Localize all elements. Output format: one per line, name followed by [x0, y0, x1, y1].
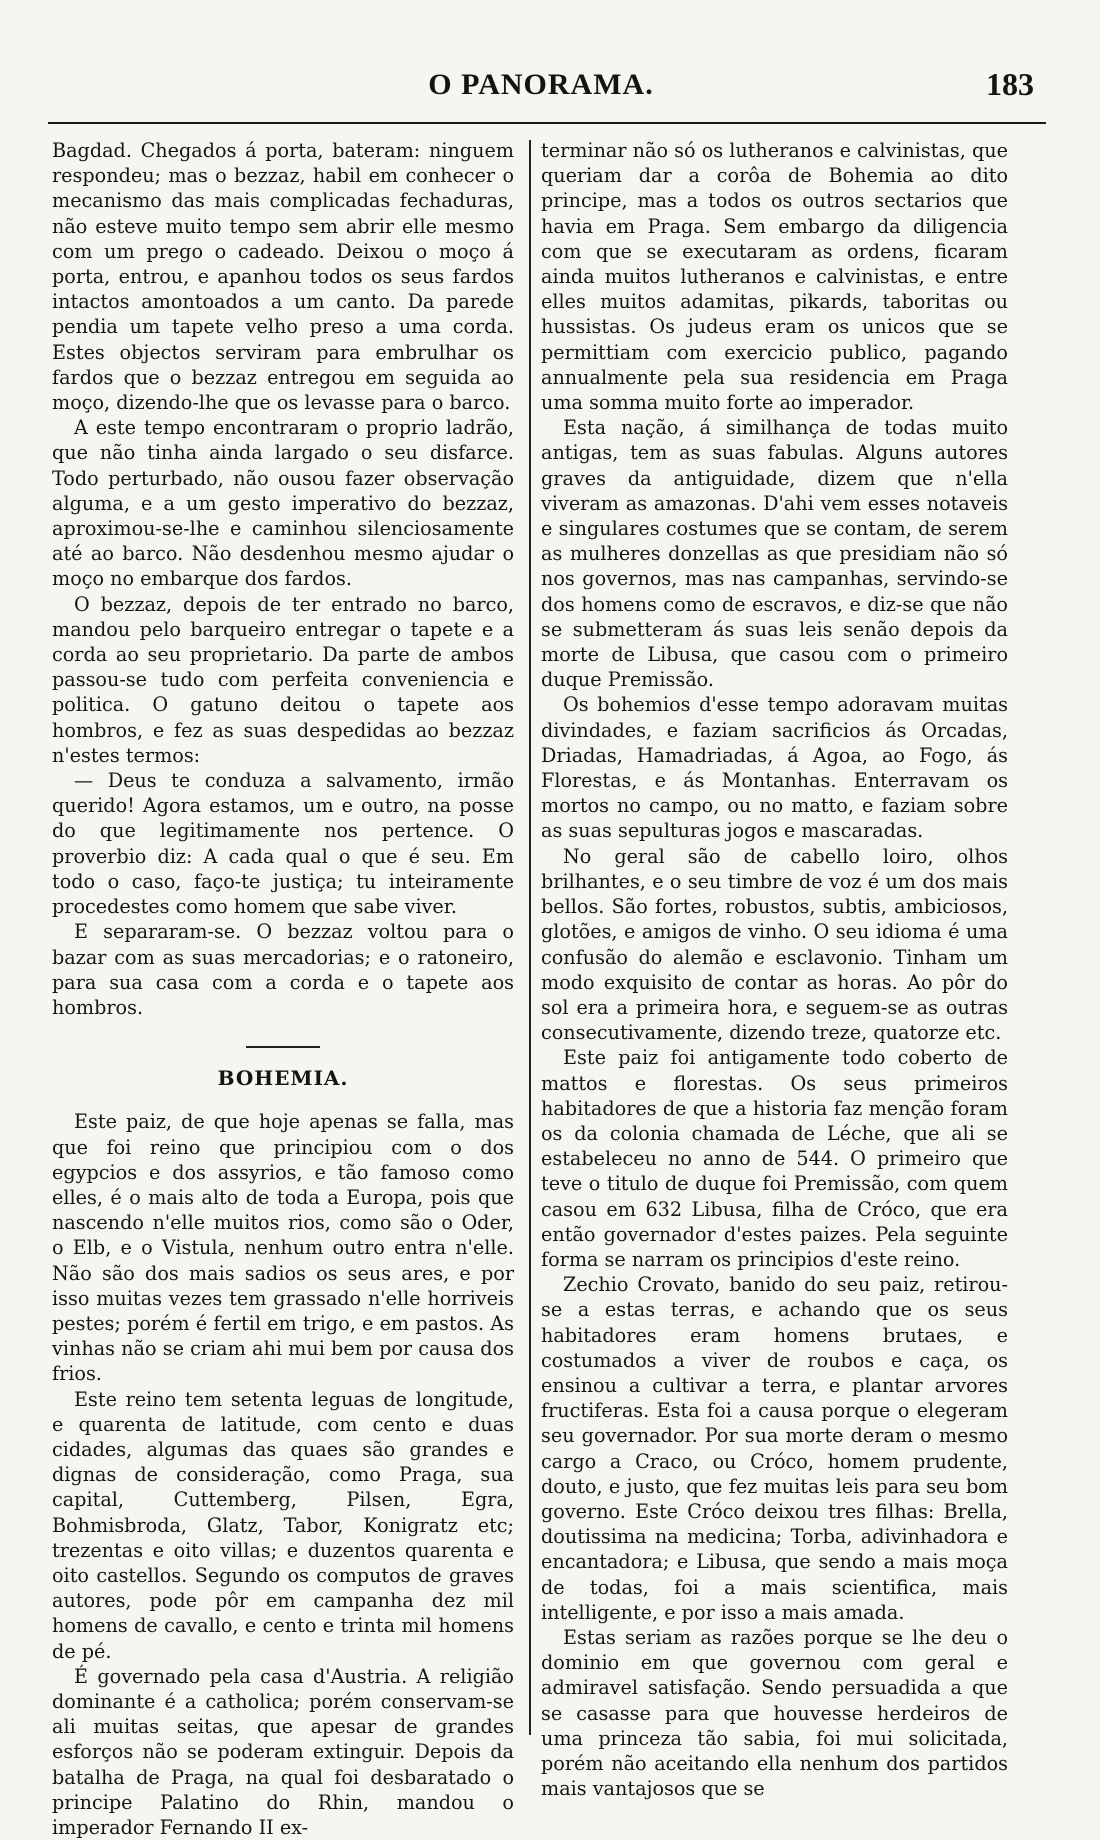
paragraph: A este tempo encontraram o proprio ladrão, que não tinha ainda largado o seu disfarce. Todo perturbado, não ousou fazer observação alguma, e a um gesto imperativo do bezzaz, aproximou-se-lhe e caminhou silenciosamente até ao barco. Não desdenhou mesmo ajudar o moço no embarque dos fardos.	[52, 416, 514, 591]
paragraph: E separaram-se. O bezzaz voltou para o bazar com as suas mercadorias; e o ratoneiro, para sua casa com a corda e o tapete aos hombros.	[52, 920, 514, 1019]
paragraph: terminar não só os lutheranos e calvinistas, que queriam dar a corôa de Bohemia ao dito principe, mas a todos os outros sectarios que havia em Praga. Sem embargo da diligencia com que se executaram as ordens, ficaram ainda muitos lutheranos e calvinistas, e entre elles muitos adamitas, pikards, taboritas ou hussistas. Os judeus eram os unicos que se permittiam com exercicio publico, pagando annualmente pela sua residencia em Praga uma somma muito forte ao imperador.	[541, 139, 1008, 415]
paragraph: Este reino tem setenta leguas de longitude, e quarenta de latitude, com cento e duas cidades, algumas das quaes são grandes e dignas de consideração, como Praga, sua capital, Cuttemberg, Pilsen, Egra, Bohmisbroda, Glatz, Tabor, Konigratz etc; trezentas e oito villas; e duzentos quarenta e oito castellos. Segundo os computos de graves autores, pode pôr em campanha dez mil homens de cavallo, e cento e trinta mil homens de pé.	[52, 1387, 514, 1663]
paragraph: Este paiz foi antigamente todo coberto de mattos e florestas. Os seus primeiros habitadores de que a historia faz menção foram os da colonia chamada de Léche, que ali se estabeleceu no anno de 544. O primeiro que teve o titulo de duque foi Premissão, com quem casou em 632 Libusa, filha de Cróco, que era então governador d'estes paizes. Pela seguinte forma se narram os principios d'este reino.	[541, 1046, 1008, 1271]
paragraph: Estas seriam as razões porque se lhe deu o dominio em que governou com geral e admiravel satisfação. Sendo persuadida a que se casasse para que houvesse herdeiros de uma princeza tão sabia, foi mui solicitada, porém não aceitando ella nenhum dos partidos mais vantajosos que se	[541, 1625, 1008, 1801]
paragraph: Zechio Crovato, banido do seu paiz, retirou-se a estas terras, e achando que os seus habitadores eram homens brutaes, e costumados a viver de roubos e caça, os ensinou a cultivar a terra, e plantar arvores fructiferas. Esta foi a causa porque o elegeram seu governador. Por sua morte deram o mesmo cargo a Craco, ou Cróco, homem prudente, douto, e justo, que fez muitas leis para seu bom governo. Este Cróco deixou tres filhas: Brella, doutissima na medicina; Torba, adivinhadora e encantadora; e Libusa, que sendo a mais moça de todas, foi a mais scientifica, mais intelligente, e por isso a mais amada.	[541, 1273, 1008, 1624]
right-column	[541, 138, 1008, 1801]
paragraph: Os bohemios d'esse tempo adoravam muitas divindades, e faziam sacrificios ás Orcadas, Driadas, Hamadriadas, á Agoa, ao Fogo, ás Florestas, e ás Montanhas. Enterravam os mortos no campo, ou no matto, e faziam sobre as suas sepulturas jogos e mascaradas.	[541, 693, 1008, 843]
paragraph: — Deus te conduza a salvamento, irmão querido! Agora estamos, um e outro, na posse do que legitimamente nos pertence. O proverbio diz: A cada qual o que é seu. Em todo o caso, faço-te justiça; tu inteiramente procedestes como homem que sabe viver.	[52, 769, 514, 919]
paragraph: Bagdad. Chegados á porta, bateram: ninguem respondeu; mas o bezzaz, habil em conhecer o mecanismo das mais complicadas fechaduras, não esteve muito tempo sem abrir elle mesmo com um prego o cadeado. Deixou o moço á porta, entrou, e apanhou todos os seus fardos intactos amontoados a um canto. Da parede pendia um tapete velho preso a uma corda. Estes objectos serviram para embrulhar os fardos que o bezzaz entregou em seguida ao moço, dizendo-lhe que os levasse para o barco.	[52, 139, 514, 415]
paragraph: É governado pela casa d'Austria. A religião dominante é a catholica; porém conservam-se ali muitas seitas, que apesar de grandes esforços não se poderam extinguir. Depois da batalha de Praga, na qual foi desbaratado o principe Palatino do Rhin, mandou o imperador Fernando II ex-	[52, 1664, 514, 1839]
paragraph: Este paiz, de que hoje apenas se falla, mas que foi reino que principiou com o dos egypcios e dos assyrios, e tão famoso como elles, é o mais alto de toda a Europa, pois que nascendo n'elle muitos rios, como são o Oder, o Elb, e o Vistula, nenhum outro entra n'elle. Não são dos mais sadios os seus ares, e por isso muitas vezes tem grassado n'elle horriveis pestes; porém é fertil em trigo, e em pastos. As vinhas não se criam ahi mui bem por causa dos frios.	[52, 1110, 514, 1386]
column-divider	[529, 140, 531, 1735]
paragraph: No geral são de cabello loiro, olhos brilhantes, e o seu timbre de voz é um dos mais bellos. São fortes, robustos, subtis, ambiciosos, glotões, e amigos de vinho. O seu idioma é uma confusão do alemão e esclavonio. Tinham um modo exquisito de contar as horas. Ao pôr do sol era a primeira hora, e seguem-se as outras consecutivamente, dizendo treze, quatorze etc.	[541, 844, 1008, 1045]
paragraph: O bezzaz, depois de ter entrado no barco, mandou pelo barqueiro entregar o tapete e a corda ao seu proprietario. Da parte de ambos passou-se tudo com perfeita conveniencia e politica. O gatuno deitou o tapete aos hombros, e fez as suas despedidas ao bezzaz n'estes termos:	[52, 592, 514, 767]
left-column	[52, 138, 514, 1839]
paragraph: Esta nação, á similhança de todas muito antigas, tem as suas fabulas. Alguns autores graves da antiguidade, dizem que n'ella viveram as amazonas. D'ahi vem esses notaveis e singulares costumes que se contam, de serem as mulheres donzellas as que presidiam não só nos governos, mas nas campanhas, servindo-se dos homens como de escravos, e diz-se que não se submetteram ás suas leis senão depois da morte de Libusa, que casou com o primeiro duque Premissão.	[541, 416, 1008, 692]
header-rule	[48, 122, 1046, 124]
masthead-title: O PANORAMA.	[428, 68, 654, 101]
page-number: 183	[986, 66, 1034, 102]
section-divider	[246, 1046, 320, 1048]
section-title: BOHEMIA.	[217, 1066, 349, 1091]
page-header	[48, 62, 1034, 106]
